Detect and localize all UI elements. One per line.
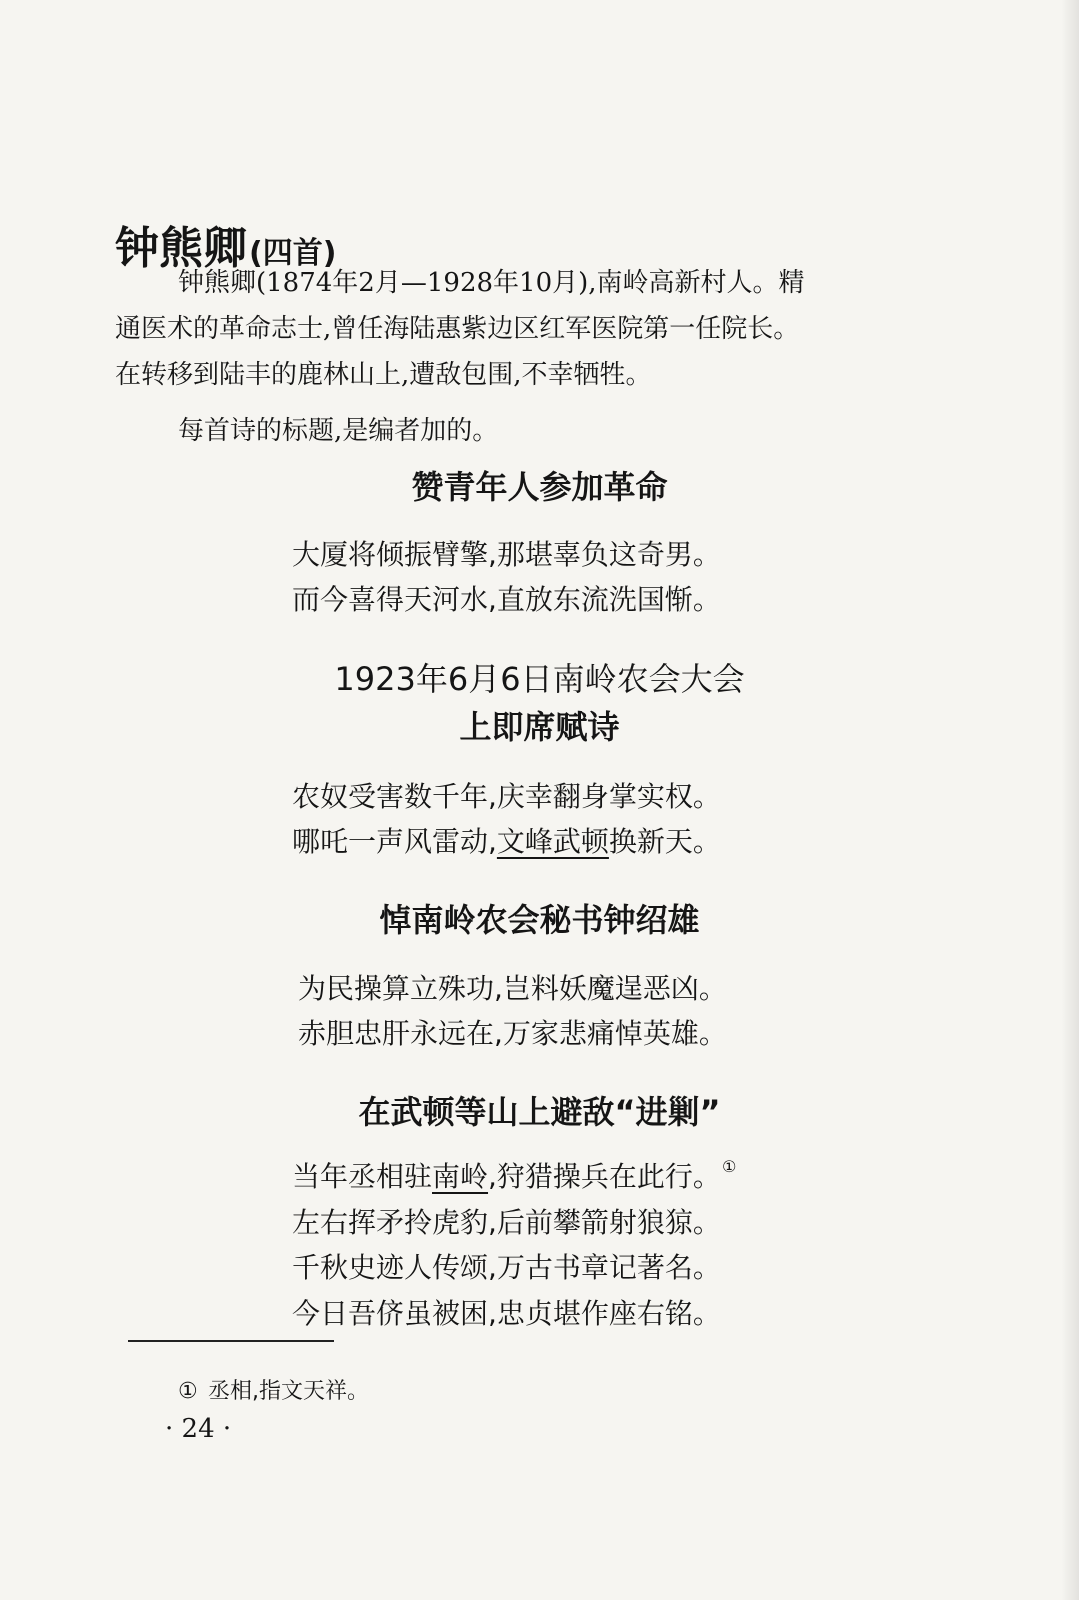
footnote-text: 丞相,指文天祥。	[208, 1379, 369, 1404]
poem-1-line-2: 而今喜得天河水,直放东流洗国惭。	[292, 583, 721, 616]
place-name-underlined: 南岭	[432, 1160, 489, 1193]
page-edge-shadow	[1061, 0, 1079, 1600]
footnote-divider	[128, 1340, 334, 1342]
page-number: · 24 ·	[165, 1414, 232, 1444]
poem-1-title: 赞青年人参加革命	[411, 468, 668, 506]
poem-2-title-line-1: 1923年6月6日南岭农会大会	[334, 660, 745, 698]
poem-3-line-2: 赤胆忠肝永远在,万家悲痛悼英雄。	[298, 1017, 727, 1050]
place-name-underlined: 文峰武顿	[496, 825, 609, 858]
poem-4-line-1-end: ,狩猎操兵在此行。	[488, 1160, 721, 1193]
author-name: 钟熊卿	[115, 223, 247, 274]
intro-line-2: 通医术的革命志士,曾任海陆惠紫边区红军医院第一任院长。	[115, 314, 800, 344]
intro-line-3: 在转移到陆丰的鹿林山上,遭敌包围,不幸牺牲。	[115, 360, 652, 390]
poem-2-line-1: 农奴受害数千年,庆幸翻身掌实权。	[292, 780, 721, 813]
footnote-ref: ①	[721, 1157, 737, 1176]
poem-2-line-2-start: 哪吒一声风雷动,	[292, 825, 497, 858]
poem-4-line-1-start: 当年丞相驻	[292, 1160, 433, 1193]
footnote-mark: ①	[178, 1379, 198, 1404]
poem-4-line-2: 左右挥矛拎虎豹,后前攀箭射狼猄。	[292, 1206, 721, 1239]
poem-4-title: 在武顿等山上避敌“进剿”	[358, 1093, 721, 1131]
intro-note: 每首诗的标题,是编者加的。	[178, 416, 499, 446]
footnote	[178, 1374, 369, 1405]
poem-1-line-1: 大厦将倾振臂擎,那堪辜负这奇男。	[292, 538, 721, 571]
poem-count: (四首)	[249, 236, 337, 271]
poem-4-line-1	[292, 1155, 736, 1195]
intro-line-1: 钟熊卿(1874年2月—1928年10月),南岭高新村人。精	[178, 268, 805, 298]
poem-2-line-2	[292, 820, 721, 860]
poem-2-title-line-2: 上即席赋诗	[459, 708, 620, 746]
poem-4-line-4: 今日吾侪虽被困,忠贞堪作座右铭。	[292, 1297, 721, 1330]
poem-2-line-2-end: 换新天。	[608, 825, 721, 858]
poem-3-line-1: 为民操算立殊功,岂料妖魔逞恶凶。	[298, 972, 727, 1005]
poem-4-line-3: 千秋史迹人传颂,万古书章记著名。	[292, 1251, 721, 1284]
poem-3-title: 悼南岭农会秘书钟绍雄	[379, 901, 700, 939]
